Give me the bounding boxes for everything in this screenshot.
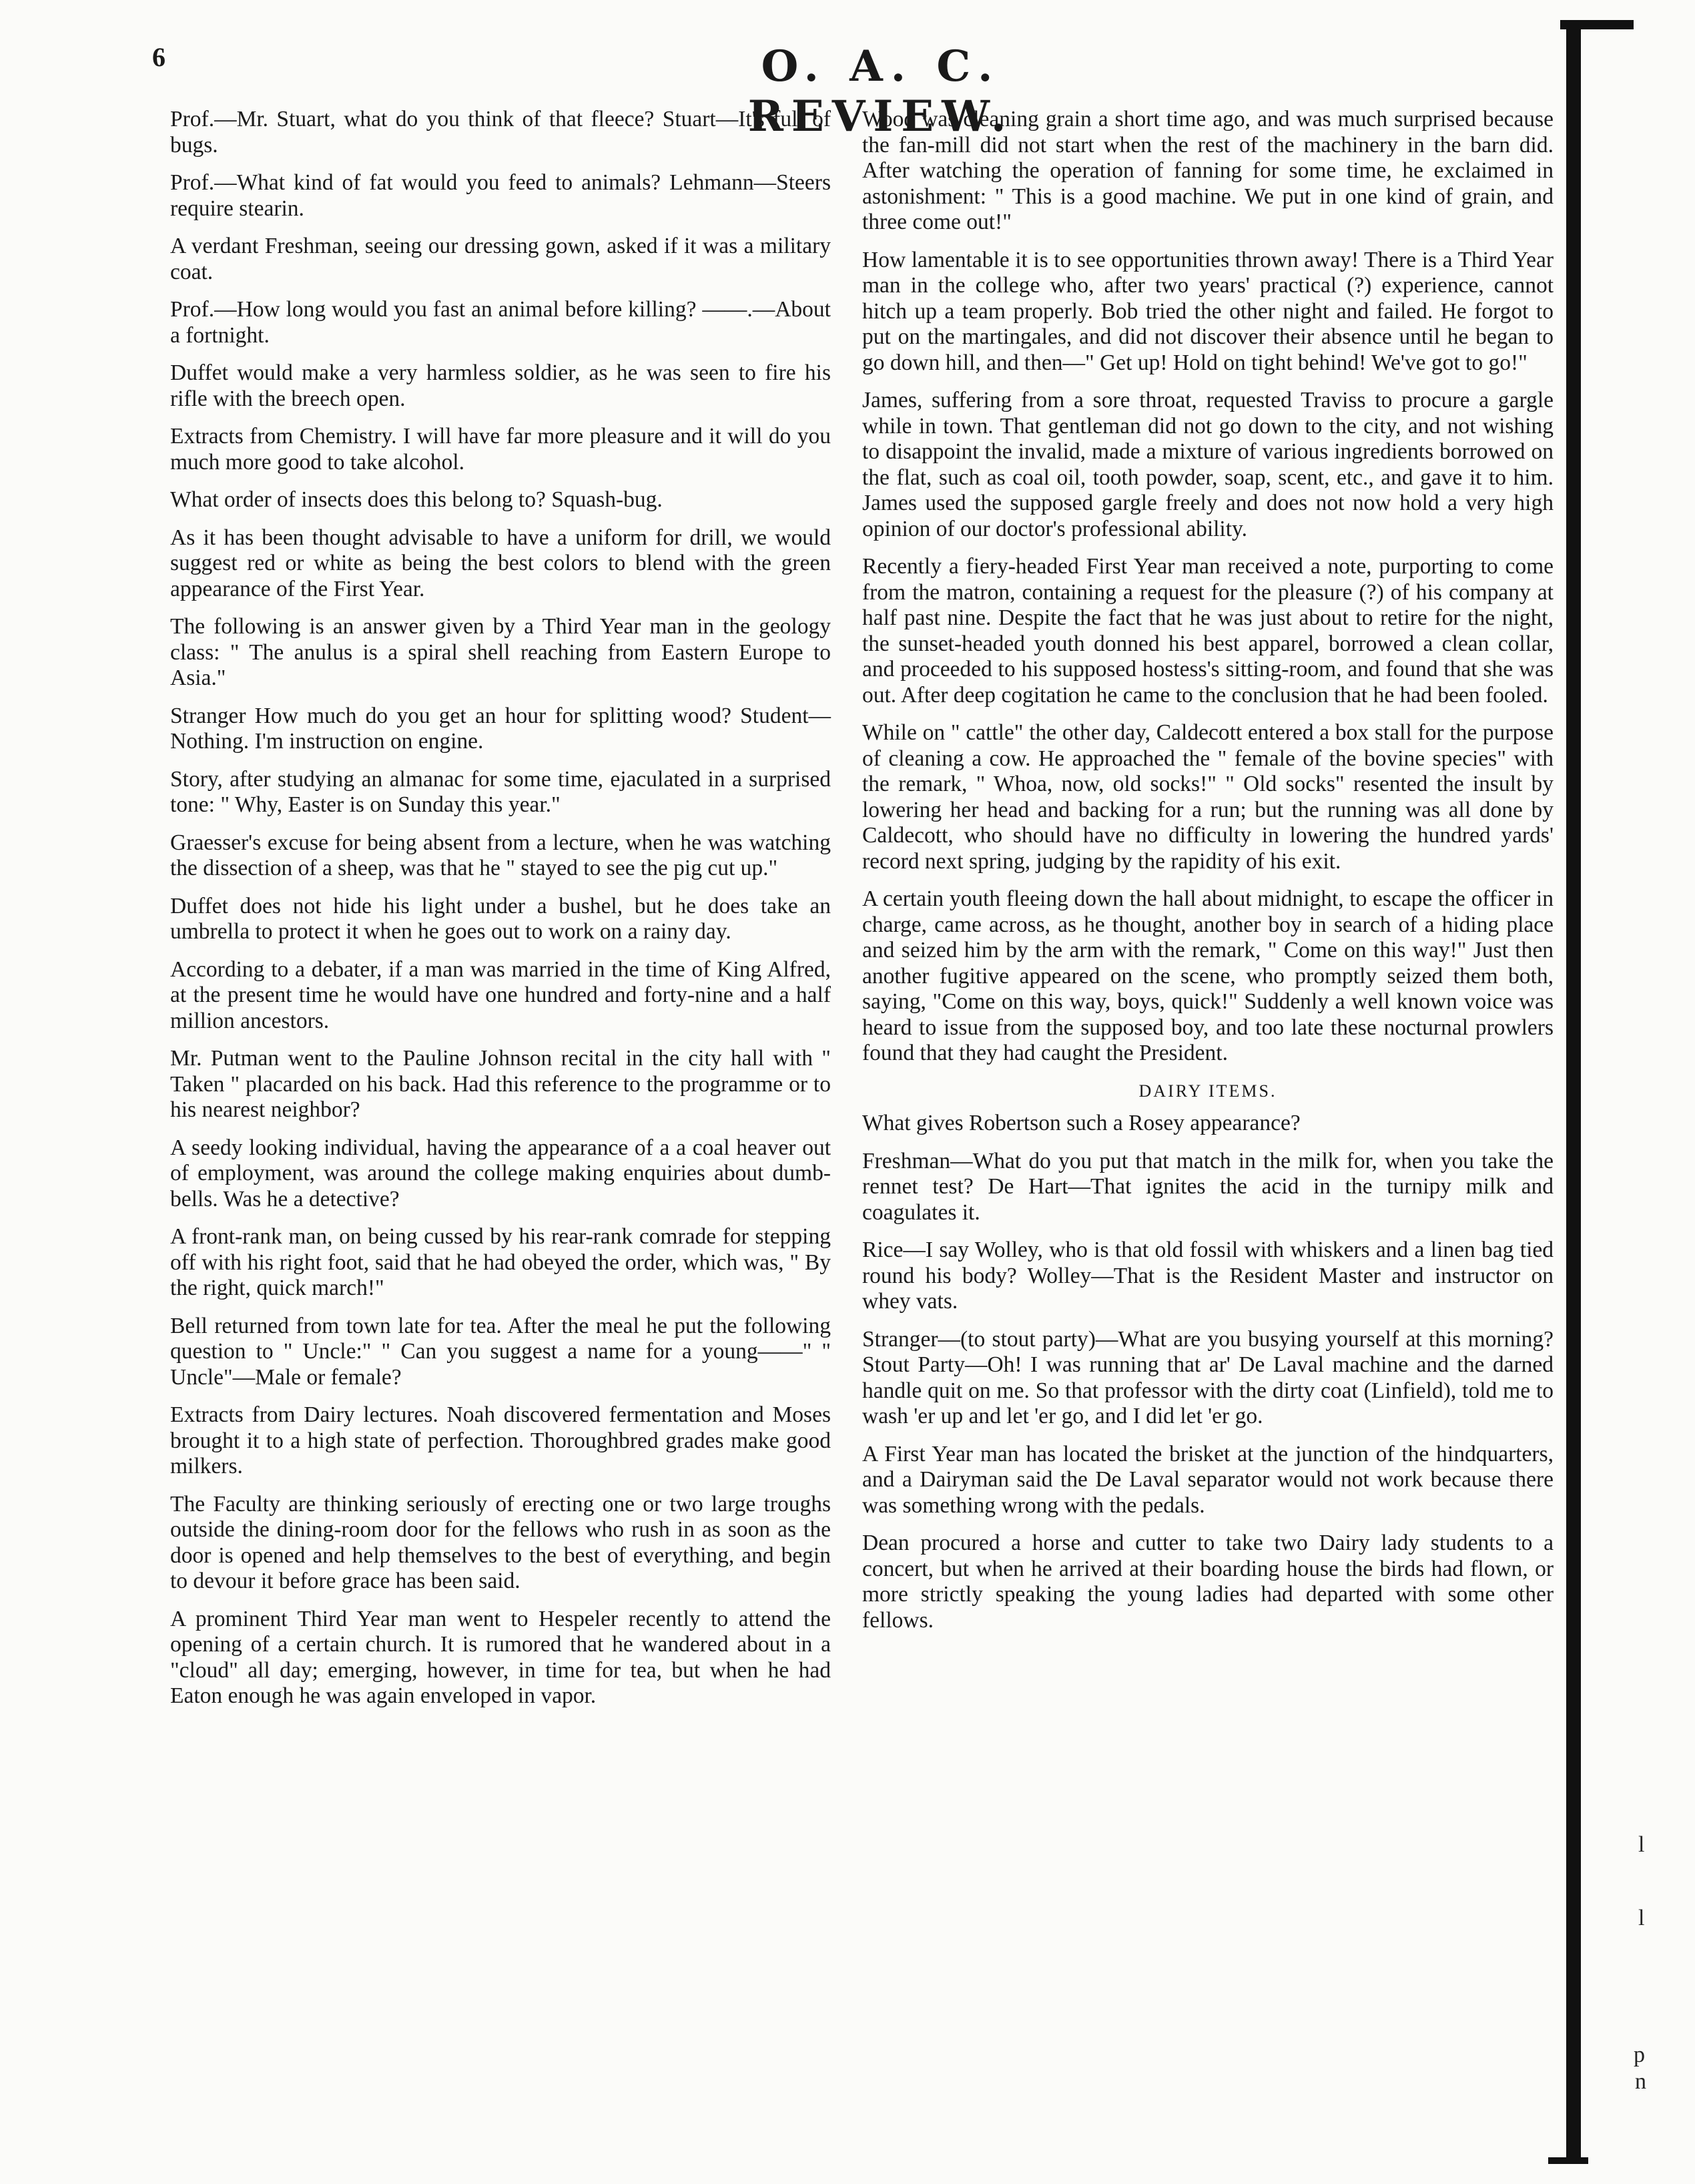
dairy-item: Stranger—(to stout party)—What are you busying yourself at this morning? Stout Party—Oh! I was running that ar' De Laval machine and the darned handle quit on me. So that professor with the dirty coat (Linfield), told me to wash 'er up and let 'er go, and I did let 'er go. [862,1326,1554,1428]
masthead-title: O. A. C. REVIEW. [747,41,1014,142]
paragraph: A verdant Freshman, seeing our dressing gown, asked if it was a military coat. [170,234,831,284]
margin-mark: l [1638,1832,1645,1857]
paragraph: A certain youth fleeing down the hall about midnight, to escape the officer in charge, came across, as he thought, another boy in search of a hiding place and seized him by the arm with the remark, " Come on this way!" Just then another fugitive appeared on the scene, who promptly seized them both, saying, "Come on this way, boys, quick!" Suddenly a well known voice was heard to issue from the supposed boy, and too late these nocturnal prowlers found that they had caught the President. [862,886,1554,1065]
page-number: 6 [152,42,165,72]
paragraph: The Faculty are thinking seriously of erecting one or two large troughs outside the dining-room door for the fellows who rush in as soon as the door is opened and help themselves to the best of everything, and begin to devour it before grace has been said. [170,1491,831,1593]
paragraph: Mr. Putman went to the Pauline Johnson recital in the city hall with " Taken " placarded on his back. Had this reference to the programme or to his nearest neighbor? [170,1046,831,1122]
dairy-item: Freshman—What do you put that match in the milk for, when you take the rennet test? De Hart—That ignites the acid in the turnipy milk and coagulates it. [862,1148,1554,1225]
paragraph: Recently a fiery-headed First Year man received a note, purporting to come from the matron, containing a request for the pleasure (?) of his company at half past nine. Despite the fact that he was just about to retire for the night, the sunset-headed youth donned his best apparel, borrowed a clean collar, and proceeded to his supposed hostess's sitting-room, and found that she was out. After deep cogitation he came to the conclusion that he had been fooled. [862,554,1554,708]
dairy-item: Dean procured a horse and cutter to take two Dairy lady students to a concert, but when he arrived at their boarding house the birds had flown, or more strictly speaking the young ladies had departed with some other fellows. [862,1531,1554,1633]
paragraph: Duffet would make a very harmless soldier, as he was seen to fire his rifle with the breech open. [170,360,831,411]
margin-mark: l [1638,1906,1645,1930]
paragraph: According to a debater, if a man was married in the time of King Alfred, at the present time he would have one hundred and forty-nine and a half million ancestors. [170,957,831,1033]
paragraph: Bell returned from town late for tea. After the meal he put the following question to " Uncle:" " Can you suggest a name for a young——" " Uncle"—Male or female? [170,1313,831,1390]
paragraph: How lamentable it is to see opportunities thrown away! There is a Third Year man in the college who, after two years' practical (?) experience, cannot hitch up a team properly. Bob tried the other night and failed. He forgot to put on the martingales, and did not discover their absence until he began to go down hill, and then—" Get up! Hold on tight behind! We've got to go!" [862,247,1554,375]
paragraph: Duffet does not hide his light under a bushel, but he does take an umbrella to protect it when he goes out to work on a rainy day. [170,893,831,944]
paragraph: James, suffering from a sore throat, requested Traviss to procure a gargle while in town. That gentleman did not go down to the city, and not wishing to disappoint the invalid, made a mixture of various ingredients borrowed on the flat, such as coal oil, tooth powder, soap, scent, etc., and gave it to him. James used the supposed gargle freely and does not now hold a very high opinion of our doctor's professional ability. [862,388,1554,541]
left-column [170,107,831,1721]
paragraph: Prof.—Mr. Stuart, what do you think of that fleece? Stuart—It's full of bugs. [170,107,831,158]
paragraph: Extracts from Dairy lectures. Noah discovered fermentation and Moses brought it to a high state of perfection. Thoroughbred grades make good milkers. [170,1402,831,1478]
paragraph: Wood was cleaning grain a short time ago, and was much surprised because the fan-mill did not start when the rest of the machinery in the barn did. After watching the operation of fanning for some time, he exclaimed in astonishment: " This is a good machine. We put in one kind of grain, and three come out!" [862,107,1554,234]
paragraph: Stranger How much do you get an hour for splitting wood? Student—Nothing. I'm instruction on engine. [170,703,831,754]
binding-rule-bottom [1548,2157,1588,2164]
binding-rule [1566,27,1581,2163]
paragraph: Prof.—What kind of fat would you feed to animals? Lehmann—Steers require stearin. [170,170,831,221]
paragraph: What order of insects does this belong to? Squash-bug. [170,487,663,512]
paragraph: As it has been thought advisable to have a uniform for drill, we would suggest red or white as being the best colors to blend with the green appearance of the First Year. [170,525,831,601]
margin-mark: p [1634,2042,1645,2067]
paragraph: Story, after studying an almanac for some time, ejaculated in a surprised tone: " Why, Easter is on Sunday this year." [170,766,831,817]
dairy-item: What gives Robertson such a Rosey appearance? [862,1111,1301,1135]
paragraph: Prof.—How long would you fast an animal before killing? ——.—About a fortnight. [170,297,831,348]
paragraph: Graesser's excuse for being absent from a lecture, when he was watching the dissection of a sheep, was that he " stayed to see the pig cut up." [170,830,831,880]
dairy-items-heading: DAIRY ITEMS. [1138,1081,1277,1101]
margin-mark: n [1635,2069,1646,2094]
right-column [862,107,1554,1645]
paragraph: The following is an answer given by a Third Year man in the geology class: " The anulus is a spiral shell reaching from Eastern Europe to Asia." [170,614,831,690]
paragraph: A seedy looking individual, having the appearance of a a coal heaver out of employment, was around the college making enquiries about dumb-bells. Was he a detective? [170,1135,831,1211]
dairy-item: Rice—I say Wolley, who is that old fossil with whiskers and a linen bag tied round his body? Wolley—That is the Resident Master and instructor on whey vats. [862,1238,1554,1314]
dairy-item: A First Year man has located the brisket at the junction of the hindquarters, and a Dairyman said the De Laval separator would not work because there was something wrong with the pedals. [862,1441,1554,1518]
paragraph: Extracts from Chemistry. I will have far more pleasure and it will do you much more good to take alcohol. [170,424,831,475]
paragraph: A front-rank man, on being cussed by his rear-rank comrade for stepping off with his right foot, said that he had obeyed the order, which was, " By the right, quick march!" [170,1224,831,1300]
paragraph: While on " cattle" the other day, Caldecott entered a box stall for the purpose of cleaning a cow. He approached the " female of the bovine species" with the remark, " Whoa, now, old socks!" " Old socks" resented the insult by lowering her head and backing for a run; but the running was all done by Caldecott, who should have no difficulty in lowering the hundred yards' record next spring, judging by the rapidity of his exit. [862,720,1554,874]
paragraph: A prominent Third Year man went to Hespeler recently to attend the opening of a certain church. It is rumored that he wandered about in a "cloud" all day; emerging, however, in time for tea, but when he had Eaton enough he was again enveloped in vapor. [170,1606,831,1708]
